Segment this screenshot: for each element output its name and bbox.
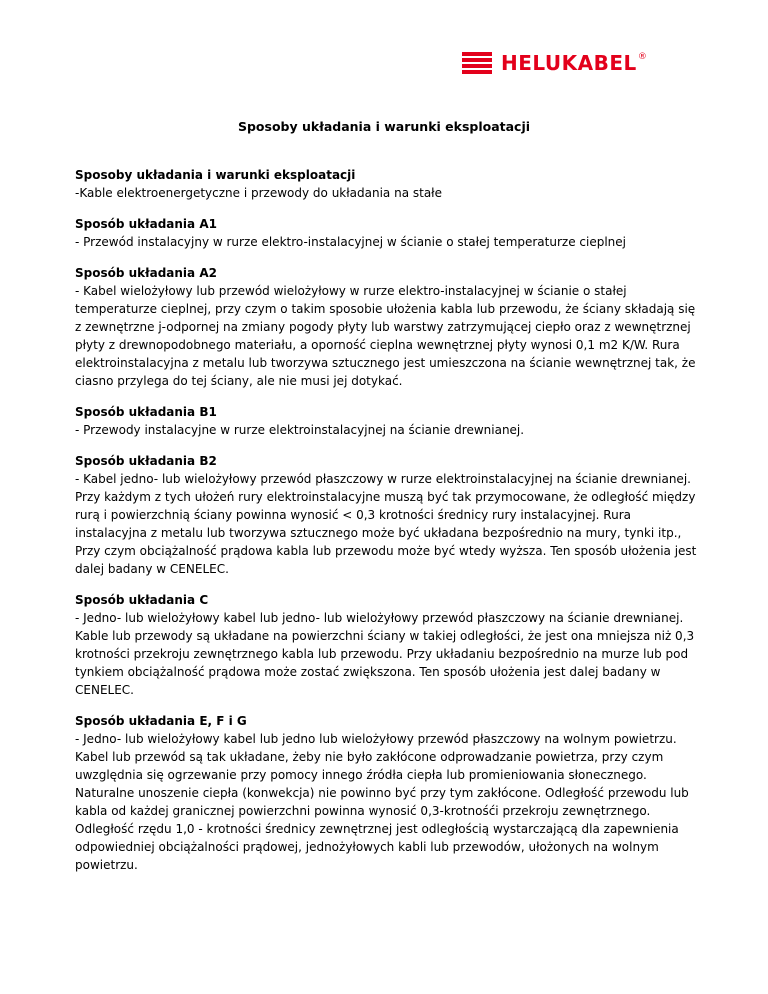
section-intro [75, 166, 705, 202]
helukabel-logo-icon [462, 52, 492, 74]
section-heading: Sposób układania B2 [75, 454, 217, 468]
section-heading: Sposób układania E, F i G [75, 714, 247, 728]
section-body: - Kabel jedno- lub wielożyłowy przewód płaszczowy w rurze elektroinstalacyjnej na ścianie drewnianej. Przy każdym z tych ułożeń rury elektroinstalacyjne muszą być tak przymocowane, że odległość między rurą i powierzchnią ściany powinna wynosić < 0,3 krotności średnicy rury instalacyjnej. Rura instalacyjna z metalu lub tworzywa sztucznego może być układana bezpośrednio na mury, tynki itp., Przy czym obciążalność prądowa kabla lub przewodu może być wtedy wyższa. Ten sposób ułożenia jest dalej badany w CENELEC. [75, 472, 697, 576]
helukabel-logo [462, 52, 647, 74]
section-b1 [75, 403, 705, 439]
section-heading: Sposoby układania i warunki eksploatacji [75, 168, 356, 182]
document-title: Sposoby układania i warunki eksploatacji [237, 119, 531, 134]
section-a1 [75, 215, 705, 251]
logo-text: HELUKABEL [501, 51, 637, 75]
section-body: - Przewód instalacyjny w rurze elektro-instalacyjnej w ścianie o stałej temperaturze cieplnej [75, 235, 626, 249]
section-b2 [75, 452, 705, 578]
section-heading: Sposób układania B1 [75, 405, 217, 419]
document-content [75, 166, 705, 887]
section-body: - Przewody instalacyjne w rurze elektroinstalacyjnej na ścianie drewnianej. [75, 423, 525, 437]
section-c [75, 591, 705, 699]
section-efg [75, 712, 705, 874]
section-heading: Sposób układania C [75, 593, 209, 607]
logo-wordmark [501, 52, 647, 74]
section-heading: Sposób układania A2 [75, 266, 217, 280]
section-body: - Kabel wielożyłowy lub przewód wielożyłowy w rurze elektro-instalacyjnej w ścianie o stałej temperaturze cieplnej, przy czym o takim sposobie ułożenia kabla lub przewodu, że ściany składają się z zewnętrzne j-odpornej na zmiany pogody płyty lub warstwy zatrzymującej ciepło oraz z wewnętrznej płyty z drewnopodobnego materiału, a oporność cieplna wewnętrznej płyty wynosi 0,1 m2 K/W. Rura elektroinstalacyjna z metalu lub tworzywa sztucznego jest umieszczona na ścianie wewnętrznej tak, że ciasno przylega do tej ściany, ale nie musi jej dotykać. [75, 284, 696, 388]
section-body: -Kable elektroenergetyczne i przewody do układania na stałe [75, 186, 442, 200]
section-body: - Jedno- lub wielożyłowy kabel lub jedno- lub wielożyłowy przewód płaszczowy na ścianie drewnianej. Kable lub przewody są układane na powierzchni ściany w takiej odległości, że jest ona mniejsza niż 0,3 krotności przekroju zewnętrznego kabla lub przewodu. Przy układaniu bezpośrednio na murze lub pod tynkiem obciążalność prądowa może zostać zwiększona. Ten sposób ułożenia jest dalej badany w CENELEC. [75, 611, 695, 697]
section-body: - Jedno- lub wielożyłowy kabel lub jedno lub wielożyłowy przewód płaszczowy na wolnym powietrzu. Kabel lub przewód są tak układane, żeby nie było zakłócone odprowadzanie powietrza, przy czym uwzględnia się ogrzewanie przy pomocy innego źródła ciepła lub promieniowania słonecznego. Naturalne unoszenie ciepła (konwekcja) nie powinno być przy tym zakłócone. Odległość przewodu lub kabla od każdej granicznej powierzchni powinna wynosić 0,3-krotnośći przekroju zewnętrznego. Odległość rzędu 1,0 - krotności średnicy zewnętrznej jest odległością wystarczającą dla zapewnienia odpowiedniej obciążalności prądowej, jednożyłowych kabli lub przewodów, ułożonych na wolnym powietrzu. [75, 732, 689, 872]
section-a2 [75, 264, 705, 390]
section-heading: Sposób układania A1 [75, 217, 217, 231]
registered-mark: ® [637, 52, 648, 62]
